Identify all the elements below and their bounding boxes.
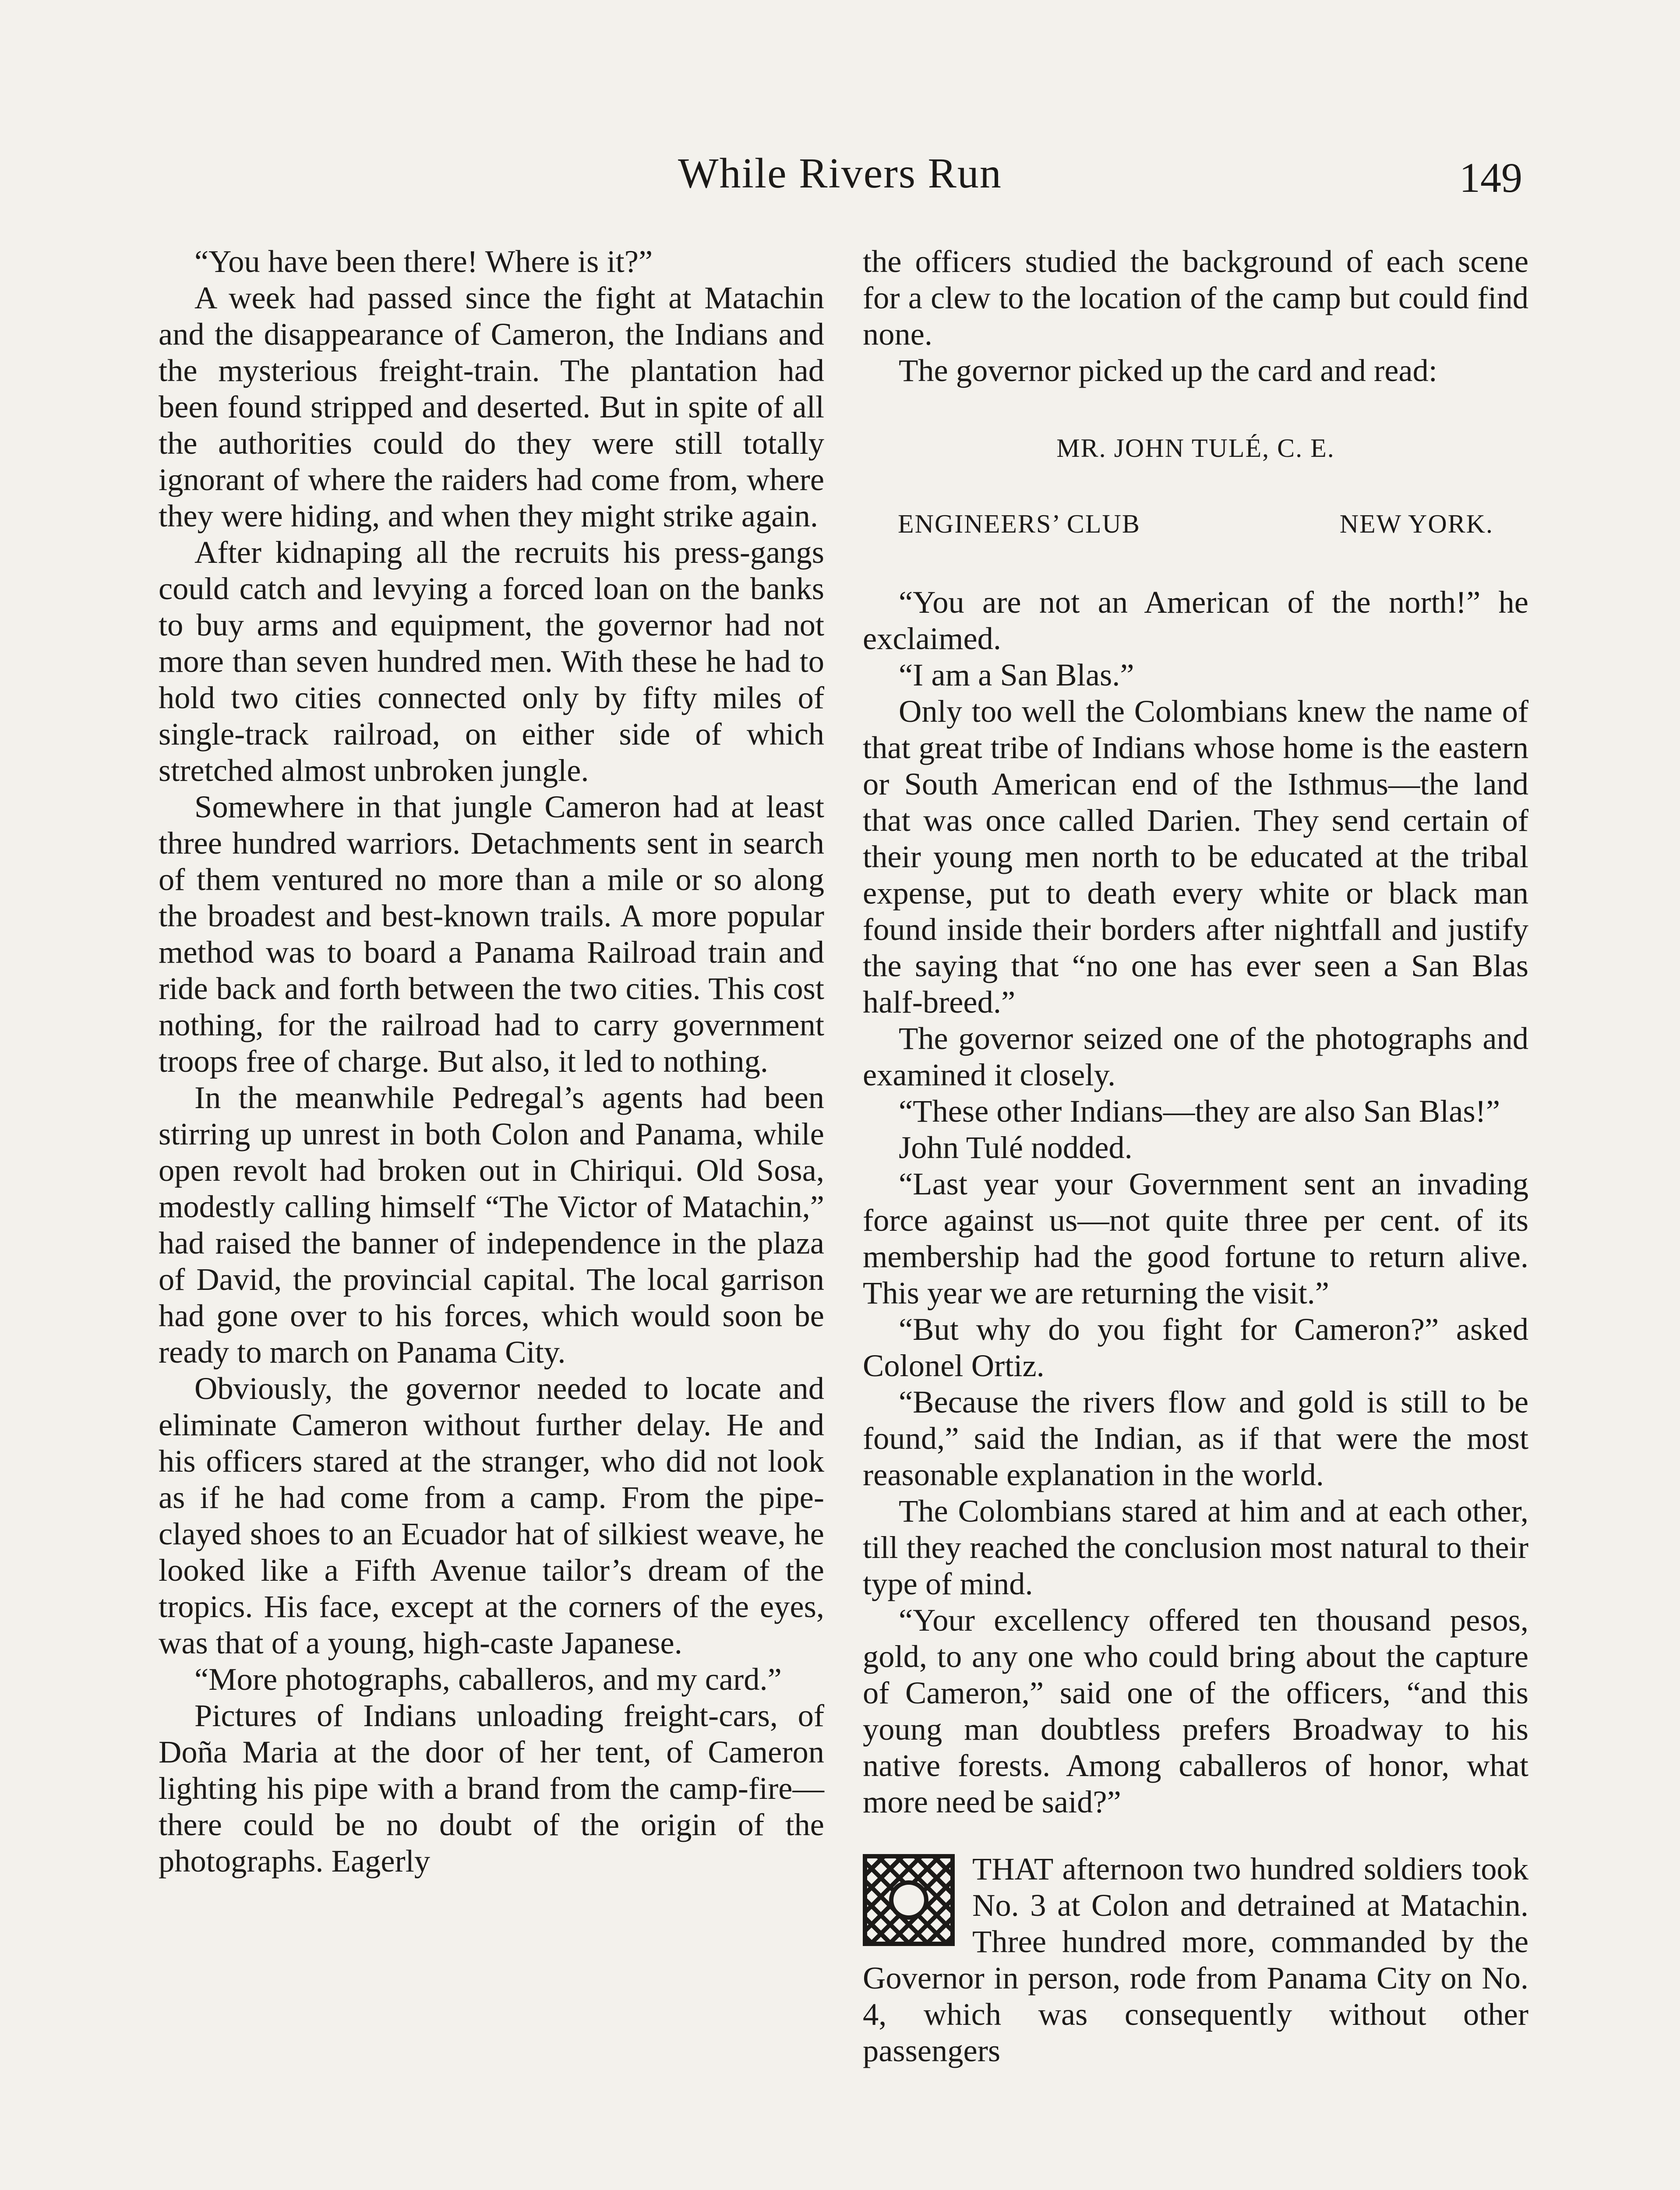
paragraph: “You are not an American of the north!” he exclaimed. bbox=[863, 584, 1528, 656]
paragraph: “These other Indians—they are also San Blas!” bbox=[899, 1093, 1500, 1129]
paragraph: Somewhere in that jungle Cameron had at least three hundred warriors. Detachments sent in search of them ventured no more than a mile or so along the broadest and best-known trails. A more popular method was to board a Panama Railroad train and ride back and forth between the two cities. This cost nothing, for the railroad had to carry government troops free of charge. But also, it led to nothing. bbox=[159, 789, 824, 1079]
running-head: While Rivers Run bbox=[678, 150, 1002, 197]
paragraph: In the meanwhile Pedregal’s agents had been stirring up unrest in both Colon and Panama, while open revolt had broken out in Chiriqui. Old Sosa, modestly calling himself “The Victor of Matachin,” had raised the banner of independence in the plaza of David, the provincial capital. The local garrison had gone over to his forces, which would soon be ready to march on Panama City. bbox=[159, 1080, 824, 1370]
section-paragraph: THAT afternoon two hundred soldiers took No. 3 at Colon and detrained at Matachin. Three hundred more, commanded by the Governor in person, rode from Panama City on No. 4, which was consequently without other passengers bbox=[863, 1851, 1528, 2068]
paragraph: “Because the rivers flow and gold is still to be found,” said the Indian, as if that were the most reasonable explanation in the world. bbox=[863, 1384, 1528, 1492]
paragraph: the officers studied the background of each scene for a clew to the location of the camp but could find none. bbox=[863, 244, 1528, 352]
left-column bbox=[159, 243, 824, 1879]
paragraph: “I am a San Blas.” bbox=[899, 657, 1134, 692]
card-name: MR. JOHN TULÉ, C. E. bbox=[1056, 434, 1335, 463]
card-club: ENGINEERS’ CLUB bbox=[898, 509, 1140, 538]
section-break bbox=[863, 1851, 1528, 2069]
card-city: NEW YORK. bbox=[1339, 509, 1493, 538]
paragraph: Only too well the Colombians knew the name of that great tribe of Indians whose home is the eastern or South American end of the Isthmus—the land that was once called Darien. They send certain of their young men north to be educated at the tribal expense, put to death every white or black man found inside their borders after nightfall and justify the saying that “no one has ever seen a San Blas half-breed.” bbox=[863, 693, 1528, 1020]
paragraph: “Your excellency offered ten thousand pesos, gold, to any one who could bring about the capture of Cameron,” said one of the officers, “and this young man doubtless prefers Broadway to his native forests. Among caballeros of honor, what more need be said?” bbox=[863, 1602, 1528, 1819]
paragraph: “Last year your Government sent an invading force against us—not quite three per cent. of its membership had the good fortune to return alive. This year we are returning the visit.” bbox=[863, 1166, 1528, 1310]
calling-card bbox=[863, 430, 1528, 542]
paragraph: “But why do you fight for Cameron?” asked Colonel Ortiz. bbox=[863, 1311, 1528, 1383]
paragraph: The governor picked up the card and read: bbox=[899, 353, 1437, 388]
paragraph: “More photographs, caballeros, and my card.” bbox=[194, 1661, 782, 1697]
paragraph: Pictures of Indians unloading freight-cars, of Doña Maria at the door of her tent, of Cameron lighting his pipe with a brand from the camp-fire—there could be no doubt of the origin of the photographs. Eagerly bbox=[159, 1698, 824, 1879]
paragraph: Obviously, the governor needed to locate and eliminate Cameron without further delay. He and his officers stared at the stranger, who did not look as if he had come from a camp. From the pipe-clayed shoes to an Ecuador hat of silkiest weave, he looked like a Fifth Avenue tailor’s dream of the tropics. His face, except at the corners of the eyes, was that of a young, high-caste Japanese. bbox=[159, 1371, 824, 1660]
paragraph: The governor seized one of the photographs and examined it closely. bbox=[863, 1021, 1528, 1092]
paragraph: After kidnaping all the recruits his press-gangs could catch and levying a forced loan on the banks to buy arms and equipment, the governor had not more than seven hundred men. With these he had to hold two cities connected only by fifty miles of single-track railroad, on either side of which stretched almost unbroken jungle. bbox=[159, 534, 824, 788]
right-column bbox=[863, 243, 1528, 2069]
celtic-knot-ornament-icon bbox=[863, 1854, 955, 1946]
page-number: 149 bbox=[1459, 154, 1522, 201]
paragraph: John Tulé nodded. bbox=[899, 1130, 1133, 1165]
paragraph: The Colombians stared at him and at each other, till they reached the conclusion most natural to their type of mind. bbox=[863, 1493, 1528, 1601]
paragraph: “You have been there! Where is it?” bbox=[194, 244, 653, 279]
paragraph: A week had passed since the fight at Matachin and the disappearance of Cameron, the Indians and the mysterious freight-train. The plantation had been found stripped and deserted. But in spite of all the authorities could do they were still totally ignorant of where the raiders had come from, where they were hiding, and when they might strike again. bbox=[159, 280, 824, 533]
